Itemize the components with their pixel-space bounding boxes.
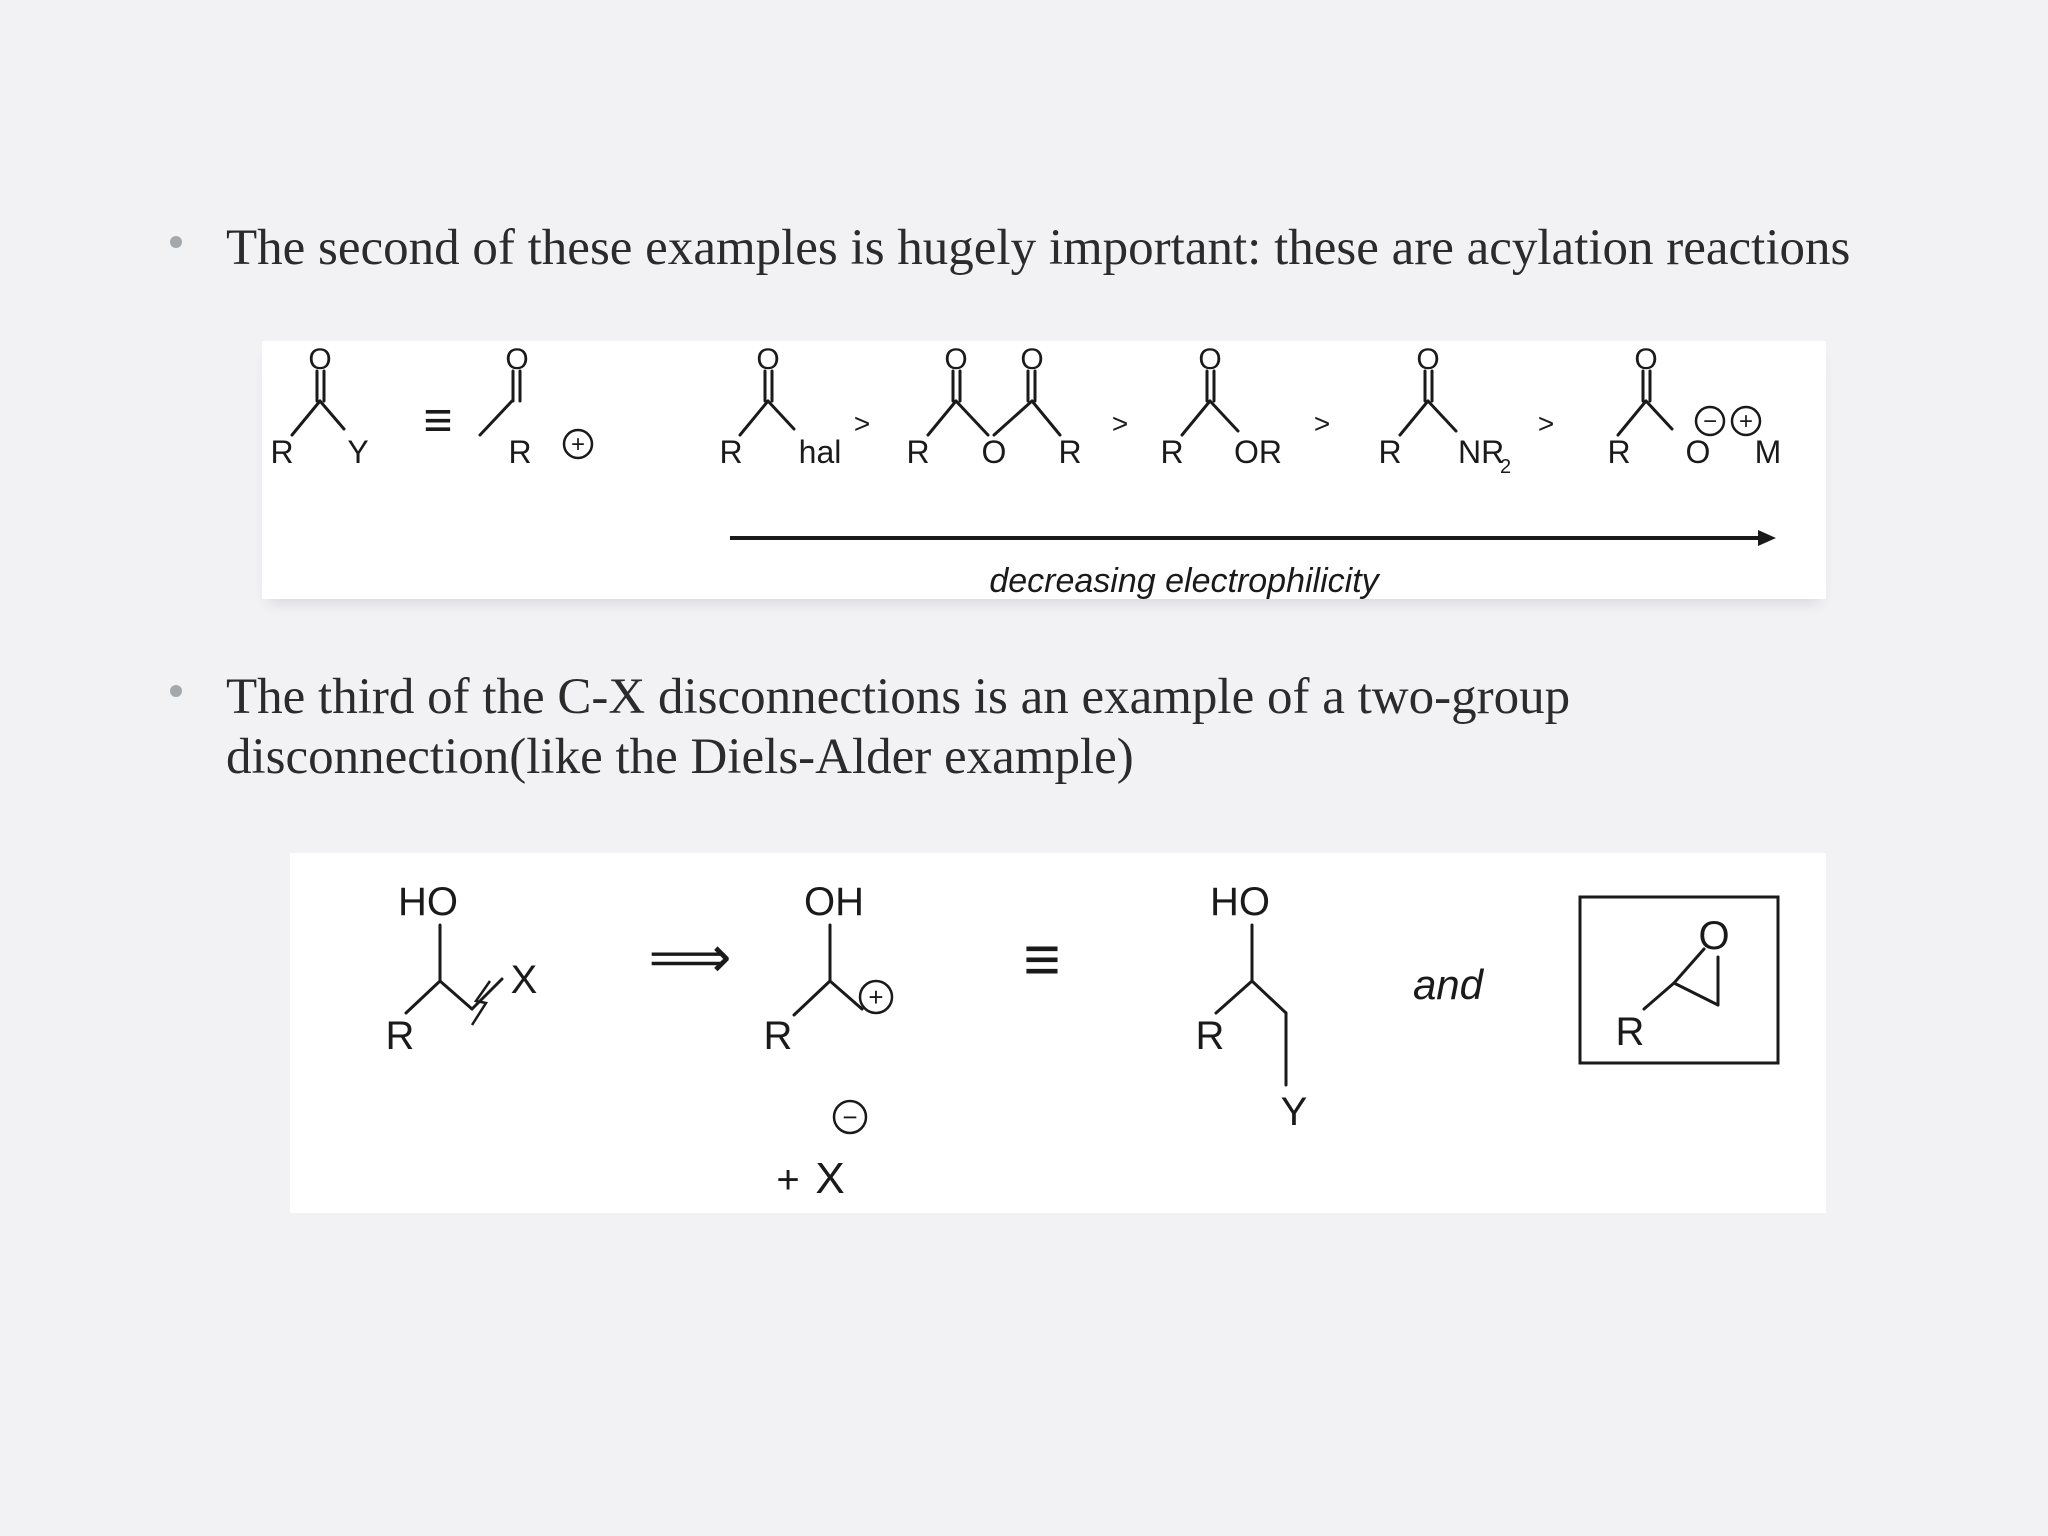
two-group-disconnection-scheme [290, 853, 1826, 1213]
atom-R: R [1195, 1014, 1225, 1058]
acylation-scheme-drawing [262, 341, 1826, 599]
disconnection-scheme-drawing [290, 853, 1826, 1213]
atom-R: R [270, 434, 294, 470]
atom-R: R [1160, 434, 1184, 470]
greater-than-symbol: > [1537, 408, 1555, 439]
bullet-text: The third of the C-X disconnections is an example of a two-group disconnection(like the Diels-Alder example) [226, 669, 1571, 785]
greater-than-symbol: > [1111, 408, 1129, 439]
subscript-2: 2 [1500, 456, 1512, 478]
atom-R: R [1058, 434, 1082, 470]
atom-X: X [510, 958, 538, 1002]
synthetic-equivalent-structure [1196, 880, 1308, 1134]
atom-R: R [1607, 434, 1631, 470]
atom-R: R [719, 434, 743, 470]
bullet-item-acylation [170, 218, 1930, 288]
atom-R: R [508, 434, 532, 470]
atom-O: O [1634, 343, 1658, 376]
atom-Y: Y [347, 434, 369, 470]
atom-R: R [1615, 1010, 1645, 1054]
bullet-item-two-group [170, 667, 1930, 797]
acyl-y-structure [270, 343, 368, 470]
retrosynthesis-arrow-icon: ⟹ [648, 925, 732, 990]
group-HO: HO [398, 880, 458, 924]
scheme-caption: decreasing electrophilicity [989, 562, 1379, 599]
atom-R: R [385, 1014, 415, 1058]
atom-O: O [1685, 434, 1711, 470]
atom-O: O [505, 343, 529, 376]
bullet-text: The second of these examples is hugely important: these are acylation reactions [226, 220, 1851, 276]
disconnection-wavy-icon [472, 981, 490, 1025]
acid-halide-structure [719, 343, 841, 470]
group-HO: HO [1210, 880, 1270, 924]
ester-structure [1160, 343, 1282, 470]
atom-NR2: NR [1458, 434, 1505, 470]
charge-minus: − [842, 1102, 858, 1132]
carboxylate-structure [1607, 343, 1781, 470]
and-label: and [1412, 961, 1484, 1008]
greater-than-symbol: > [853, 408, 871, 439]
atom-O: O [1020, 343, 1044, 376]
plus-sign: + [776, 1158, 800, 1202]
anhydride-structure [906, 343, 1081, 470]
charge-plus: + [1738, 408, 1754, 435]
atom-X: X [815, 1154, 845, 1203]
atom-hal: hal [798, 434, 842, 470]
atom-O: O [1416, 343, 1440, 376]
bullet-dot [170, 236, 182, 248]
atom-OR: OR [1234, 434, 1282, 470]
epoxide-box [1580, 897, 1778, 1063]
acylium-cation-structure [480, 343, 592, 470]
atom-R: R [1378, 434, 1402, 470]
atom-O: O [944, 343, 968, 376]
atom-R: R [763, 1014, 793, 1058]
hydroxy-compound-structure [386, 880, 538, 1058]
equivalence-symbol: ≡ [1023, 923, 1061, 995]
charge-minus: − [1702, 408, 1718, 435]
carbocation-structure [764, 880, 892, 1058]
amide-structure [1378, 343, 1511, 478]
group-OH: OH [804, 880, 864, 924]
atom-Y: Y [1280, 1090, 1308, 1134]
electrophilicity-arrow-icon [730, 530, 1776, 546]
atom-O: O [756, 343, 780, 376]
atom-O: O [1198, 343, 1222, 376]
equivalence-symbol: ≡ [423, 392, 453, 448]
atom-O: O [308, 343, 332, 376]
acylation-scheme [262, 341, 1826, 599]
halide-anion [776, 1101, 866, 1203]
greater-than-symbol: > [1313, 408, 1331, 439]
atom-O: O [981, 434, 1007, 470]
bullet-dot [170, 685, 182, 697]
atom-O: O [1698, 914, 1730, 958]
atom-M: M [1754, 434, 1782, 470]
charge-plus: + [570, 431, 586, 458]
charge-plus: + [868, 982, 884, 1012]
atom-R: R [906, 434, 930, 470]
